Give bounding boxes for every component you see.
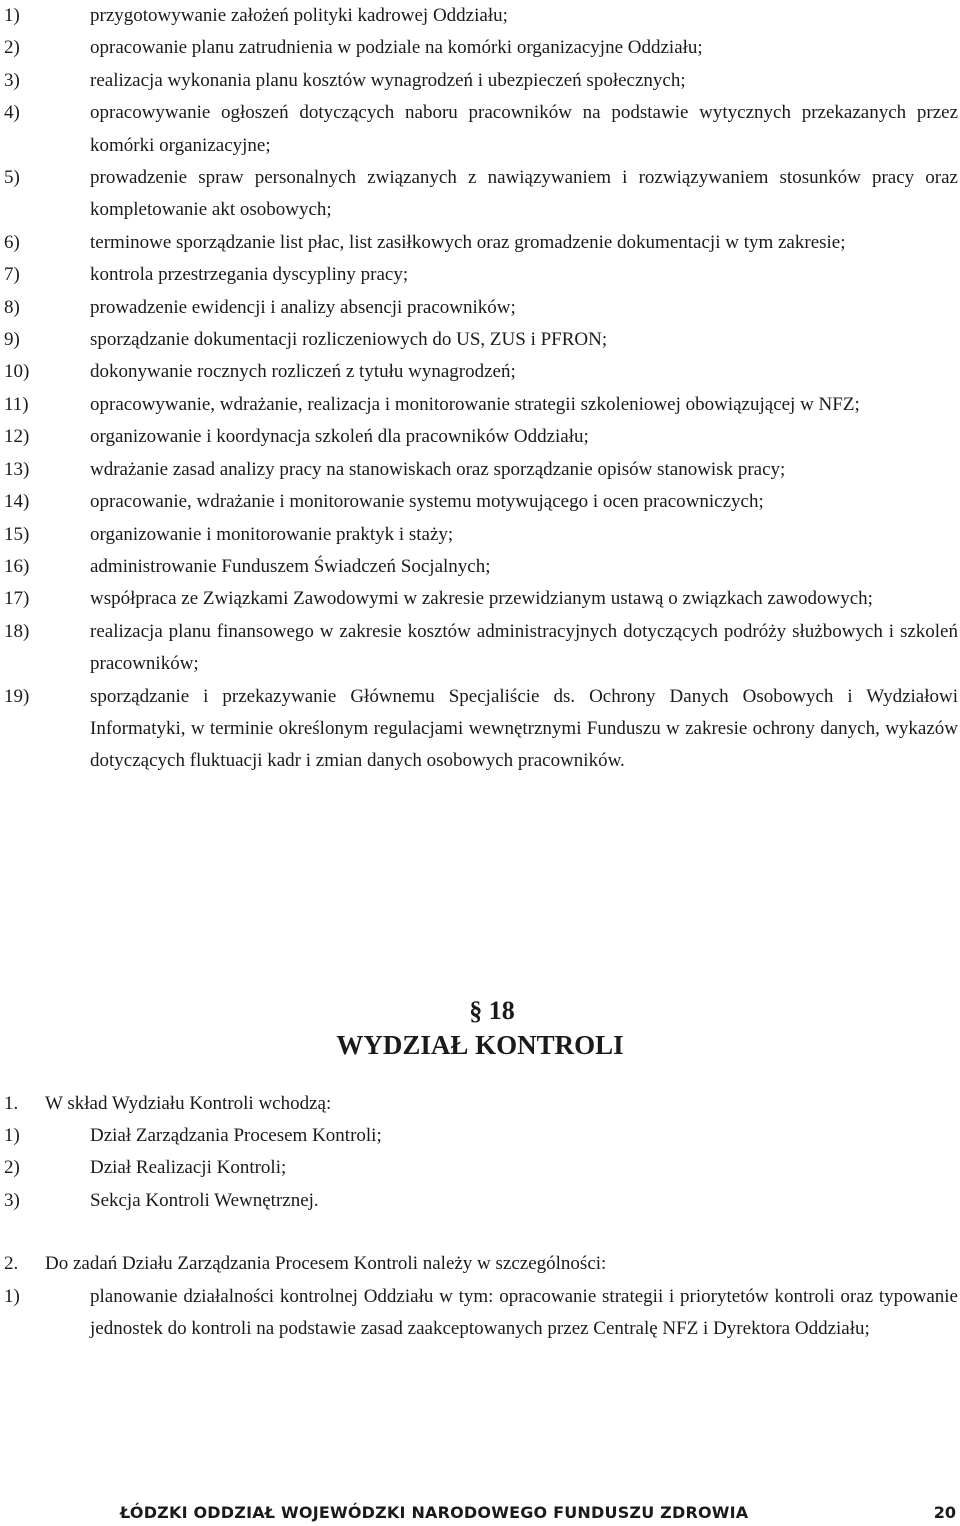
list-item-text: sporządzanie dokumentacji rozliczeniowych do US, ZUS i PFRON; bbox=[90, 329, 608, 351]
list-item-number: 9) bbox=[4, 329, 20, 351]
list-item-number: 2) bbox=[4, 37, 20, 59]
list-item bbox=[4, 454, 958, 486]
list-item bbox=[4, 1281, 958, 1346]
paragraph-number: 2. bbox=[4, 1253, 19, 1274]
list-item bbox=[4, 292, 958, 324]
list-item-text: terminowe sporządzanie list płac, list zasiłkowych oraz gromadzenie dokumentacji w tym zakresie; bbox=[90, 231, 846, 253]
list-item bbox=[4, 32, 958, 64]
list-item-text: organizowanie i monitorowanie praktyk i staży; bbox=[90, 523, 454, 545]
page-footer bbox=[0, 1500, 960, 1526]
list-item-number: 6) bbox=[4, 231, 20, 253]
list-item-number: 16) bbox=[4, 555, 30, 577]
list-item-text: planowanie działalności kontrolnej Oddziału w tym: opracowanie strategii i priorytetów kontroli oraz typowanie jednostek do kontroli na podstawie zasad zaakceptowanych przez Centralę NFZ i Dyrektora Oddziału; bbox=[90, 1286, 958, 1340]
list-item bbox=[4, 1185, 958, 1217]
section-number: § 18 bbox=[469, 996, 515, 1025]
list-item bbox=[4, 162, 958, 227]
page-number: 20 bbox=[933, 1503, 956, 1522]
list-item-number: 3) bbox=[4, 1189, 20, 1211]
list-item-text: współpraca ze Związkami Zawodowymi w zakresie przewidzianym ustawą o związkach zawodowych; bbox=[90, 588, 873, 610]
list-item-number: 4) bbox=[4, 102, 20, 124]
list-item bbox=[4, 1152, 958, 1184]
paragraph-text: Do zadań Działu Zarządzania Procesem Kontroli należy w szczególności: bbox=[45, 1253, 607, 1274]
list-item-number: 12) bbox=[4, 426, 30, 448]
list-item-number: 1) bbox=[4, 1125, 20, 1146]
footer-title: ŁÓDZKI ODDZIAŁ WOJEWÓDZKI NARODOWEGO FUNDUSZU ZDROWIA bbox=[120, 1503, 749, 1522]
list-item-text: administrowanie Funduszem Świadczeń Socjalnych; bbox=[90, 555, 491, 577]
list-item-text: organizowanie i koordynacja szkoleń dla pracowników Oddziału; bbox=[90, 426, 589, 448]
section-title: WYDZIAŁ KONTROLI bbox=[336, 1030, 624, 1060]
list-item-text: Dział Zarządzania Procesem Kontroli; bbox=[90, 1125, 382, 1146]
tasks-list bbox=[4, 1281, 958, 1346]
list-item-text: dokonywanie rocznych rozliczeń z tytułu wynagrodzeń; bbox=[90, 361, 516, 383]
list-item bbox=[4, 551, 958, 583]
list-item bbox=[4, 519, 958, 551]
list-item-text: opracowywanie, wdrażanie, realizacja i monitorowanie strategii szkoleniowej obowiązującej w NFZ; bbox=[90, 393, 860, 415]
list-item-text: Dział Realizacji Kontroli; bbox=[90, 1157, 287, 1179]
list-item-text: opracowanie, wdrażanie i monitorowanie systemu motywującego i ocen pracowniczych; bbox=[90, 491, 764, 513]
list-item-text: sporządzanie i przekazywanie Głównemu Specjaliście ds. Ochrony Danych Osobowych i Wydziałowi Informatyki, w terminie określonym regulacjami wewnętrznymi Funduszu w zakresie ochrony danych, wykazów dotyczących fluktuacji kadr i zmian danych osobowych pracowników. bbox=[90, 685, 958, 772]
list-item-text: prowadzenie ewidencji i analizy absencji pracowników; bbox=[90, 296, 516, 318]
list-item bbox=[4, 356, 958, 388]
list-item-number: 18) bbox=[4, 620, 30, 642]
list-item bbox=[4, 681, 958, 778]
list-item-number: 14) bbox=[4, 491, 30, 513]
list-item-number: 19) bbox=[4, 685, 30, 707]
list-item bbox=[4, 324, 958, 356]
list-item-number: 1) bbox=[4, 5, 20, 26]
list-item-number: 15) bbox=[4, 523, 30, 545]
list-item bbox=[4, 583, 958, 615]
list-item bbox=[4, 616, 958, 681]
list-item bbox=[4, 421, 958, 453]
list-item bbox=[4, 227, 958, 259]
list-item-number: 10) bbox=[4, 361, 30, 383]
list-item-text: kontrola przestrzegania dyscypliny pracy; bbox=[90, 264, 409, 286]
list-item bbox=[4, 65, 958, 97]
list-item-text: prowadzenie spraw personalnych związanych z nawiązywaniem i rozwiązywaniem stosunków pracy oraz kompletowanie akt osobowych; bbox=[90, 167, 958, 221]
list-item-number: 11) bbox=[4, 393, 29, 415]
units-list bbox=[4, 1120, 958, 1217]
list-item bbox=[4, 259, 958, 291]
list-item bbox=[4, 1120, 958, 1152]
list-item-number: 8) bbox=[4, 296, 20, 318]
list-item-text: opracowanie planu zatrudnienia w podziale na komórki organizacyjne Oddziału; bbox=[90, 37, 703, 59]
list-item-text: opracowywanie ogłoszeń dotyczących naboru pracowników na podstawie wytycznych przekazanych przez komórki organizacyjne; bbox=[90, 102, 958, 156]
paragraph-text: W skład Wydziału Kontroli wchodzą: bbox=[45, 1093, 332, 1114]
list-item-number: 3) bbox=[4, 69, 20, 91]
list-item-text: realizacja planu finansowego w zakresie kosztów administracyjnych dotyczących podróży służbowych i szkoleń pracowników; bbox=[90, 620, 958, 675]
list-item-text: Sekcja Kontroli Wewnętrznej. bbox=[90, 1189, 319, 1211]
list-item-number: 17) bbox=[4, 588, 30, 610]
list-item bbox=[4, 389, 958, 421]
list-item-number: 7) bbox=[4, 264, 20, 286]
list-item-number: 1) bbox=[4, 1286, 20, 1307]
list-item bbox=[4, 97, 958, 162]
list-item-text: wdrażanie zasad analizy pracy na stanowiskach oraz sporządzanie opisów stanowisk pracy; bbox=[90, 458, 786, 480]
list-item-number: 13) bbox=[4, 458, 30, 480]
duties-list bbox=[4, 0, 958, 778]
list-item-number: 2) bbox=[4, 1157, 20, 1179]
list-item-text: realizacja wykonania planu kosztów wynagrodzeń i ubezpieczeń społecznych; bbox=[90, 69, 686, 91]
list-item bbox=[4, 486, 958, 518]
list-item bbox=[4, 0, 958, 32]
list-item-text: przygotowywanie założeń polityki kadrowej Oddziału; bbox=[90, 5, 508, 26]
paragraph-number: 1. bbox=[4, 1093, 19, 1114]
list-item-number: 5) bbox=[4, 167, 20, 189]
